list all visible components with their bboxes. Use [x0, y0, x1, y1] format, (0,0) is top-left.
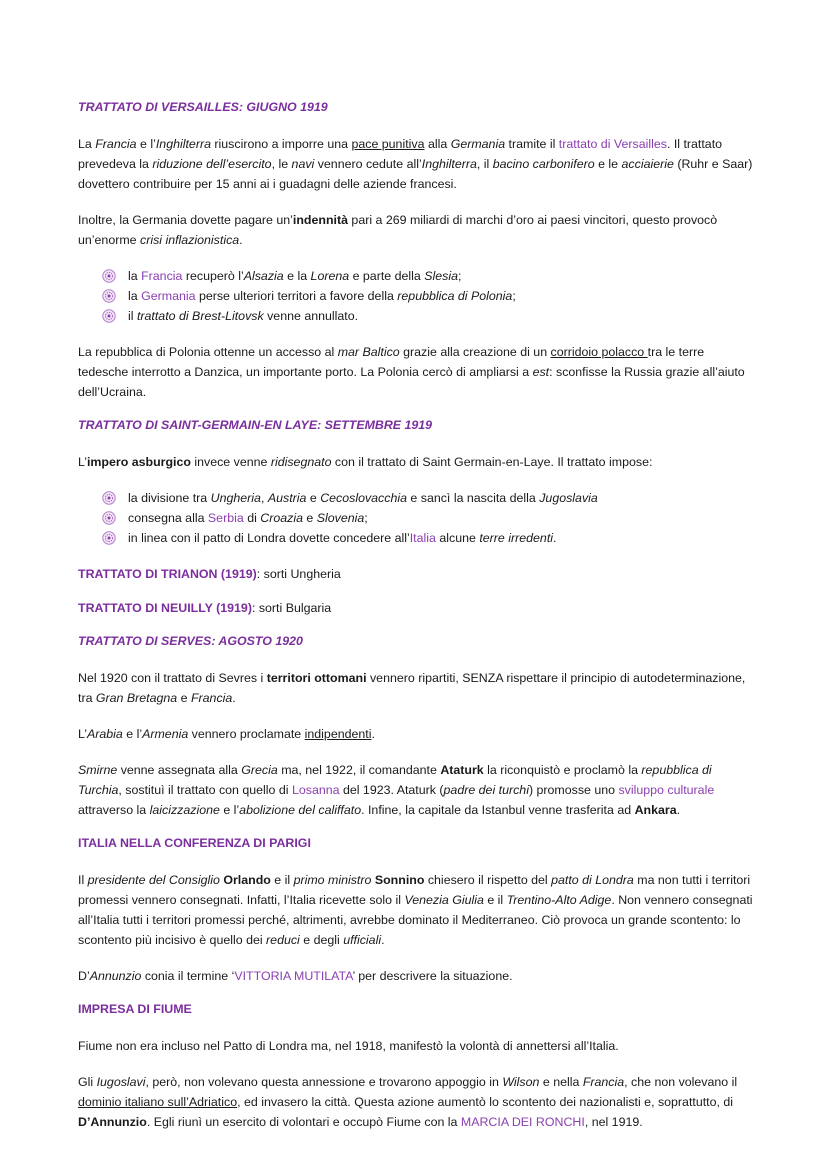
heading-saint-germain: TRATTATO DI SAINT-GERMAIN-EN LAYE: SETTEMBRE 1919	[78, 418, 433, 432]
paragraph-fiume-2: Gli Iugoslavi, però, non volevano questa annessione e trovarono appoggio in Wilson e nella Francia, che non volevano il dominio italiano sull’Adriatico, ed invasero la città. Questa azione aumentò lo scontento dei nazionalisti e, soprattutto, di D’Annunzio. Egli riunì un esercito di volontari e occupò Fiume con la MARCIA DEI RONCHI, nel 1919.	[78, 1075, 738, 1129]
paragraph-versailles-2: Inoltre, la Germania dovette pagare un’indennità pari a 269 miliardi di marchi d’oro ai paesi vincitori, questo provocò un’enorme crisi inflazionistica.	[78, 213, 718, 247]
paragraph-trianon: TRATTATO DI TRIANON (1919): sorti Ungheria	[78, 567, 341, 581]
heading-fiume: IMPRESA DI FIUME	[78, 1002, 192, 1016]
flower-bullet-icon	[102, 511, 116, 525]
paragraph-saint-germain-1: L’impero asburgico invece venne ridisegnato con il trattato di Saint Germain-en-Laye. Il trattato impose:	[78, 455, 653, 469]
list-item: la divisione tra Ungheria, Austria e Cecoslovacchia e sancì la nascita della Jugoslavia	[102, 488, 754, 508]
flower-bullet-icon	[102, 491, 116, 505]
list-item: il trattato di Brest-Litovsk venne annullato.	[102, 306, 754, 326]
paragraph-versailles-1: La Francia e l’Inghilterra riuscirono a imporre una pace punitiva alla Germania tramite il trattato di Versailles. Il trattato prevedeva la riduzione dell’esercito, le navi vennero cedute all’Inghilterra, il bacino carbonifero e le acciaierie (Ruhr e Saar) dovettero contribuire per 15 anni ai i guadagni delle aziende francesi.	[78, 137, 753, 191]
paragraph-serves-1: Nel 1920 con il trattato di Sevres i territori ottomani vennero ripartiti, SENZA rispettare il principio di autodeterminazione, tra Gran Bretagna e Francia.	[78, 671, 746, 705]
heading-serves: TRATTATO DI SERVES: AGOSTO 1920	[78, 634, 303, 648]
bullet-list-saint-germain	[78, 488, 754, 548]
bullet-list-versailles	[78, 266, 754, 326]
paragraph-fiume-1: Fiume non era incluso nel Patto di Londra ma, nel 1918, manifestò la volontà di annettersi all’Italia.	[78, 1039, 619, 1053]
flower-bullet-icon	[102, 269, 116, 283]
list-item: la Germania perse ulteriori territori a favore della repubblica di Polonia;	[102, 286, 754, 306]
list-item: in linea con il patto di Londra dovette concedere all’Italia alcune terre irredenti.	[102, 528, 754, 548]
flower-bullet-icon	[102, 289, 116, 303]
paragraph-parigi-2: D’Annunzio conia il termine ‘VITTORIA MUTILATA’ per descrivere la situazione.	[78, 969, 513, 983]
paragraph-serves-3: Smirne venne assegnata alla Grecia ma, nel 1922, il comandante Ataturk la riconquistò e proclamò la repubblica di Turchia, sostituì il trattato con quello di Losanna del 1923. Ataturk (padre dei turchi) promosse uno sviluppo culturale attraverso la laicizzazione e l’abolizione del califfato. Infine, la capitale da Istanbul venne trasferita ad Ankara.	[78, 763, 715, 817]
paragraph-parigi-1: Il presidente del Consiglio Orlando e il primo ministro Sonnino chiesero il rispetto del patto di Londra ma non tutti i territori promessi vennero consegnati. Infatti, l’Italia ricevette solo il Venezia Giulia e il Trentino-Alto Adige. Non vennero consegnati all’Italia tutti i territori promessi perché, altrimenti, avrebbe dominato il Mediterraneo. Ciò provoca un grande scontento: lo scontento più incisivo è quello dei reduci e degli ufficiali.	[78, 873, 753, 947]
list-item: la Francia recuperò l’Alsazia e la Lorena e parte della Slesia;	[102, 266, 754, 286]
heading-trianon: TRATTATO DI TRIANON (1919)	[78, 567, 257, 581]
paragraph-serves-2: L’Arabia e l’Armenia vennero proclamate indipendenti.	[78, 727, 375, 741]
heading-versailles: TRATTATO DI VERSAILLES: GIUGNO 1919	[78, 100, 328, 114]
list-item: consegna alla Serbia di Croazia e Slovenia;	[102, 508, 754, 528]
heading-parigi: ITALIA NELLA CONFERENZA DI PARIGI	[78, 836, 311, 850]
heading-neuilly: TRATTATO DI NEUILLY (1919)	[78, 601, 252, 615]
paragraph-versailles-3: La repubblica di Polonia ottenne un accesso al mar Baltico grazie alla creazione di un corridoio polacco tra le terre tedesche interrotto a Danzica, un importante porto. La Polonia cercò di ampliarsi a est: sconfisse la Russia grazie all’aiuto dell’Ucraina.	[78, 345, 745, 399]
paragraph-neuilly: TRATTATO DI NEUILLY (1919): sorti Bulgaria	[78, 601, 332, 615]
flower-bullet-icon	[102, 531, 116, 545]
flower-bullet-icon	[102, 309, 116, 323]
